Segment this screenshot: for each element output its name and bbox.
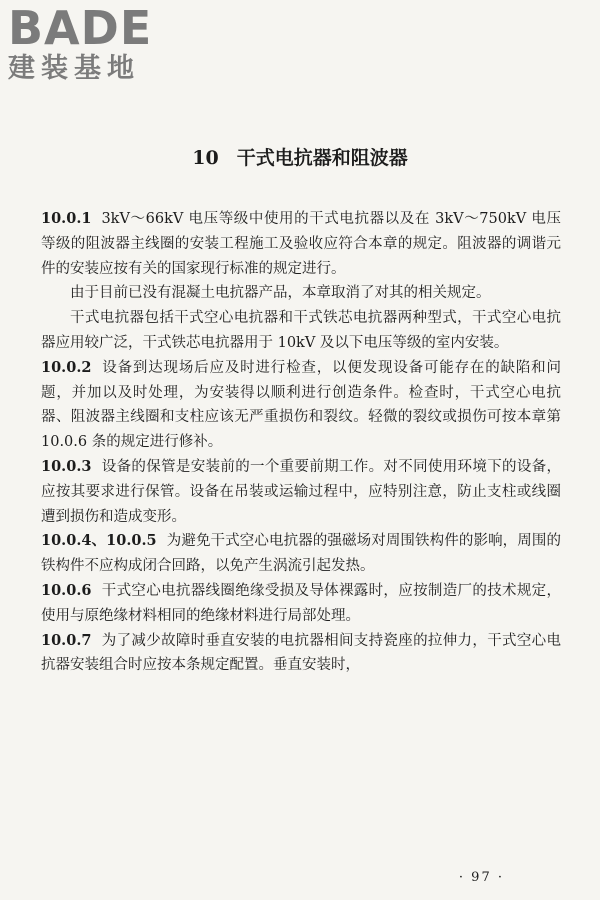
paragraph [41,529,561,579]
clause-number: 10.0.3 [41,457,92,475]
clause-number: 10.0.4、10.0.5 [41,532,157,550]
paragraph-text: 为了减少故障时垂直安装的电抗器相间支持瓷座的拉伸力，干式空心电抗器安装组合时应按本条规定配置。垂直安装时， [41,632,561,674]
paragraph [41,579,561,629]
paragraph-text: 干式空心电抗器线圈绝缘受损及导体裸露时，应按制造厂的技术规定，使用与原绝缘材料相同的绝缘材料进行局部处理。 [41,582,561,624]
chapter-title [0,143,600,170]
paragraph-text: 3kV～66kV 电压等级中使用的干式电抗器以及在 3kV～750kV 电压等级的阻波器主线圈的安装工程施工及验收应符合本章的规定。阻波器的调谐元件的安装应按有关的国家现行标准的规定进行。 [41,211,561,277]
clause-number: 10.0.6 [41,581,92,599]
clause-number: 10.0.2 [41,358,92,376]
chapter-number: 10 [192,147,219,169]
watermark-logo [8,1,178,84]
paragraph [41,455,561,529]
clause-number: 10.0.1 [41,210,92,227]
body-text [41,207,561,678]
page-number: · 97 · [458,870,504,885]
clause-number: 10.0.7 [41,631,92,649]
paragraph [41,356,561,455]
paragraph [41,207,561,281]
watermark-subtitle: 建装基地 [8,53,140,84]
watermark-brand: BADE [8,1,153,55]
paragraph [41,281,561,306]
paragraph-text: 为避免干式空心电抗器的强磁场对周围铁构件的影响，周围的铁构件不应构成闭合回路，以免产生涡流引起发热。 [41,533,562,575]
paragraph-text: 设备到达现场后应及时进行检查，以便发现设备可能存在的缺陷和问题，并加以及时处理，为安装得以顺利进行创造条件。检查时，干式空心电抗器、阻波器主线圈和支柱应该无严重损伤和裂纹。轻微的裂纹或损伤可按本章第 10.0.6 条的规定进行修补。 [41,359,561,451]
paragraph-text: 由于目前已没有混凝土电抗器产品，本章取消了对其的相关规定。 [70,285,491,302]
paragraph [41,629,561,679]
paragraph-text: 干式电抗器包括干式空心电抗器和干式铁芯电抗器两种型式，干式空心电抗器应用较广泛，干式铁芯电抗器用于 10kV 及以下电压等级的室内安装。 [41,310,561,351]
paragraph [41,306,561,356]
chapter-title-text: 干式电抗器和阻波器 [236,147,408,169]
paragraph-text: 设备的保管是安装前的一个重要前期工作。对不同使用环境下的设备，应按其要求进行保管。设备在吊装或运输过程中，应特别注意，防止支柱或线圈遭到损伤和造成变形。 [41,458,561,525]
